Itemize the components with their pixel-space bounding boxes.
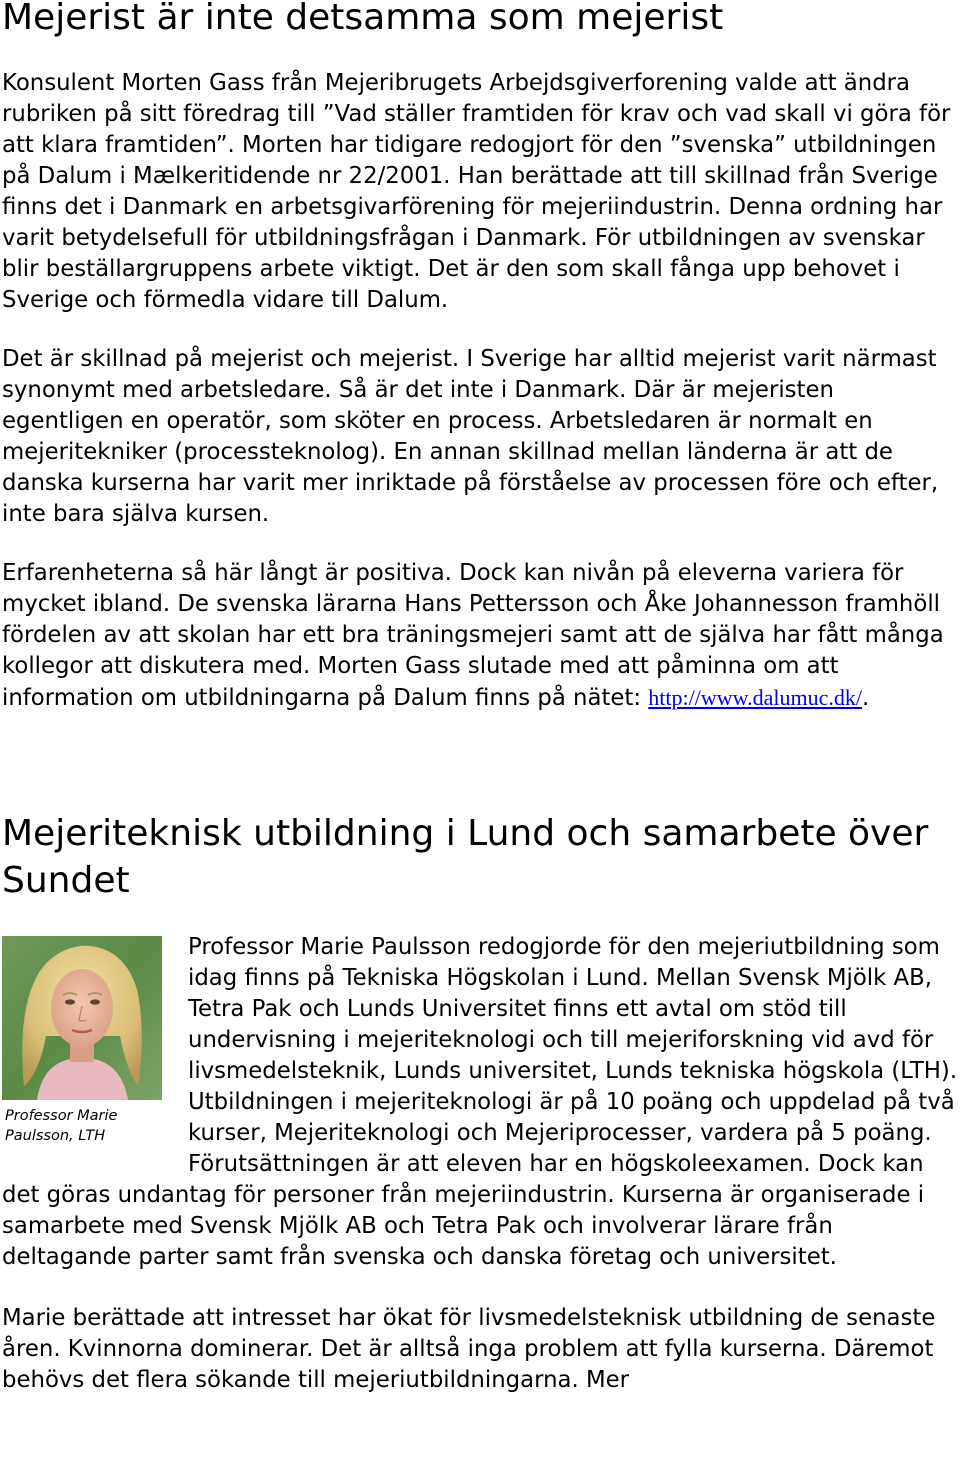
lund-paragraph-2: Marie berättade att intresset har ökat för livsmedelsteknisk utbildning de senaste åren. Kvinnorna dominerar. Det är alltså inga problem att fylla kurserna. Däremot behövs det flera sökande till mejeriutbildningarna. Mer bbox=[2, 1305, 936, 1393]
section-lund-body bbox=[2, 932, 960, 1396]
dalum-link[interactable]: http://www.dalumuc.dk/ bbox=[648, 685, 862, 710]
lund-paragraph-1: Professor Marie Paulsson redogjorde för den mejeriutbildning som idag finns på Tekniska Högskolan i Lund. Mellan Svensk Mjölk AB, Tetra Pak och Lunds Universitet finns ett avtal om stöd till undervisning i mejeriteknologi och till mejeriforskning vid avd för livsmedelsteknik, Lunds universitet, Lunds tekniska högskola (LTH). Utbildningen i mejeriteknologi är på 10 poäng och uppdelad på två kurser, Mejeriteknologi och Mejeriprocesser, vardera på 5 poäng. Förutsättningen är att eleven har en högskoleexamen. Dock kan det göras undantag för personer från mejeriindustrin. Kurserna är organiserade i samarbete med Svensk Mjölk AB och Tetra Pak och involverar lärare från deltagande parter samt från svenska och danska företag och universitet. bbox=[2, 934, 958, 1270]
section-heading-mejerist: Mejerist är inte detsamma som mejerist bbox=[2, 0, 724, 38]
paragraph-2: Det är skillnad på mejerist och mejerist. I Sverige har alltid mejerist varit närmast synonymt med arbetsledare. Så är det inte i Danmark. Där är mejeristen egentligen en operatör, som sköter en process. Arbetsledaren är normalt en mejeritekniker (processteknolog). En annan skillnad mellan länderna är att de danska kurserna har varit mer inriktade på förståelse av processen före och efter, inte bara själva kursen. bbox=[2, 346, 939, 527]
photo-caption: Professor Marie Paulsson, LTH bbox=[5, 1108, 118, 1144]
paragraph-3-text: Erfarenheterna så här långt är positiva. Dock kan nivån på eleverna variera för mycket ibland. De svenska lärarna Hans Pettersson och Åke Johannesson framhöll fördelen av att skolan har ett bra träningsmejeri samt att de själva har fått många kollegor att diskutera med. Morten Gass slutade med att påminna om att information om utbildningarna på Dalum finns på nätet: bbox=[2, 560, 944, 711]
paragraph-3 bbox=[2, 558, 960, 714]
section-mejerist-body bbox=[2, 68, 960, 714]
photo-figure bbox=[2, 932, 174, 1146]
paragraph-3-end: . bbox=[861, 685, 870, 711]
paragraph-1: Konsulent Morten Gass från Mejeribrugets Arbejdsgiverforening valde att ändra rubriken på sitt föredrag till ”Vad ställer framtiden för krav och vad skall vi göra för att klara framtiden”. Morten har tidigare redogjort för den ”svenska” utbildningen på Dalum i Mælkeritidende nr 22/2001. Han berättade att till skillnad från Sverige finns det i Danmark en arbetsgivarförening för mejeriindustrin. Denna ordning har varit betydelsefull för utbildningsfrågan i Danmark. För utbildningen av svenskar blir beställargruppens arbete viktigt. Det är den som skall fånga upp behovet i Sverige och förmedla vidare till Dalum. bbox=[2, 70, 951, 313]
portrait-photo bbox=[2, 936, 162, 1100]
section-heading-lund: Mejeriteknisk utbildning i Lund och samarbete över Sundet bbox=[2, 813, 929, 901]
